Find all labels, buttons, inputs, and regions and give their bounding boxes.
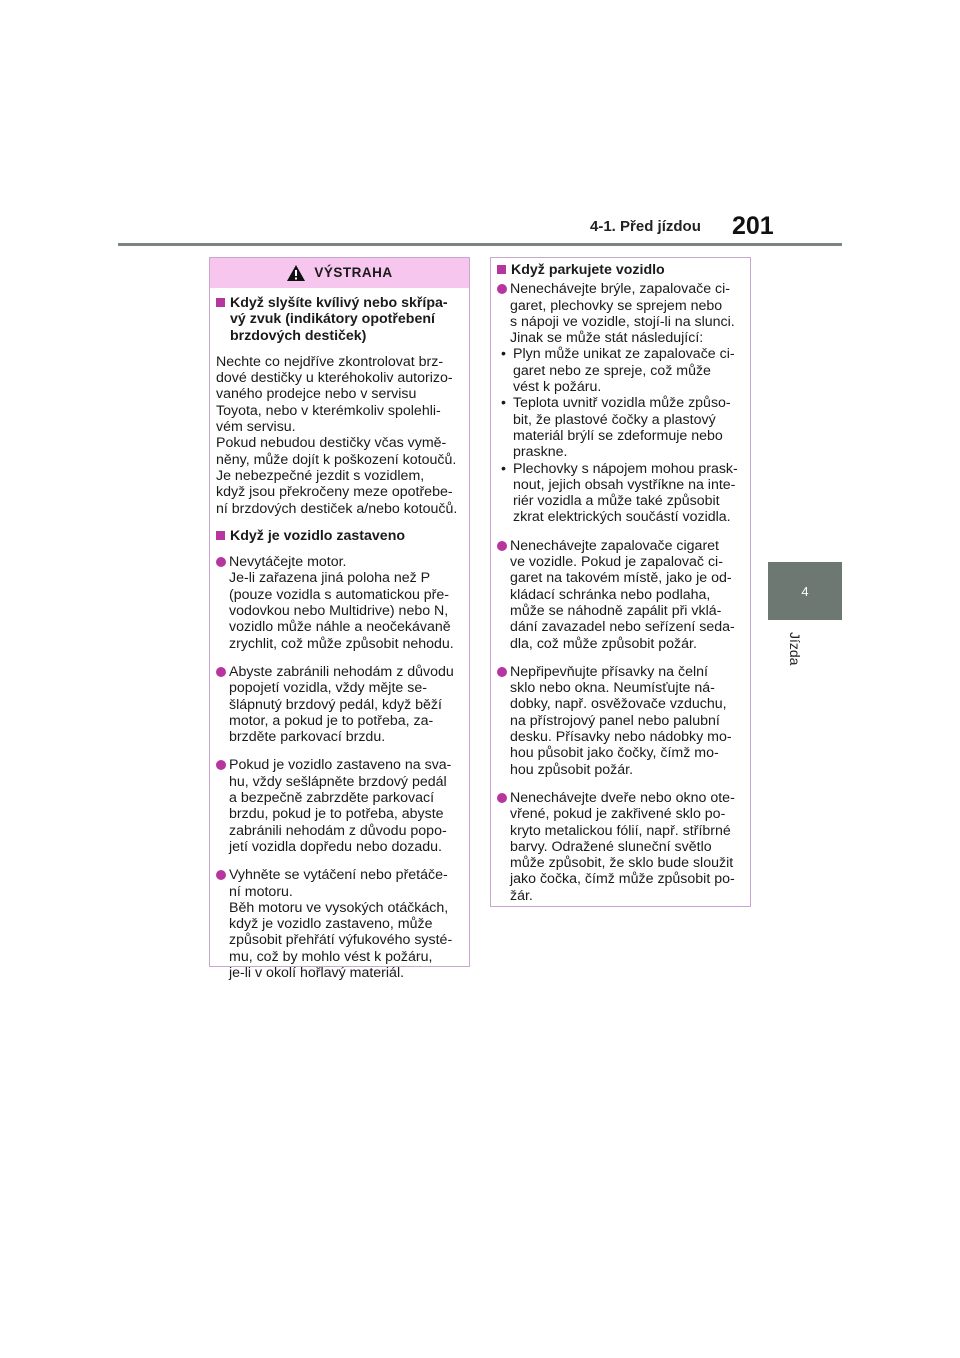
section-heading xyxy=(497,262,740,278)
list-item-text: Nenechávejte brýle, zapalovače ci- garet, plechovky se sprejem nebo s nápoji ve vozidle, stojí-li na slunci. Jinak se může stát následující: xyxy=(510,281,735,347)
sub-list-item-text: Teplota uvnitř vozidla může způso- bit, že plastové čočky a plastový materiál brýlí se zdeformuje nebo praskne. xyxy=(513,395,731,461)
circle-bullet-icon xyxy=(216,760,226,770)
square-bullet-icon xyxy=(216,531,225,540)
circle-bullet-icon xyxy=(497,284,507,294)
sub-list-item xyxy=(501,395,740,460)
bullet-char: • xyxy=(501,460,506,477)
sub-list-item xyxy=(501,346,740,395)
circle-bullet-icon xyxy=(216,557,226,567)
list-item-text: Nevytáčejte motor. Je-li zařazena jiná poloha než P (pouze vozidla s automatickou pře- vodovkou nebo Multidrive) nebo N, vozidlo může náhle a neočekávaně zrychlit, což může způsobit nehodu. xyxy=(229,554,454,652)
header-divider xyxy=(118,243,842,246)
list-item xyxy=(216,554,459,652)
list-item xyxy=(497,538,740,652)
list-item xyxy=(216,757,459,855)
list-item-text: Vyhněte se vytáčení nebo přetáče- ní motoru. Běh motoru ve vysokých otáčkách, když je vozidlo zastaveno, může způsobit přehřátí výfukového systé- mu, což by mohlo vést k požáru, je-li v okolí hořlavý materiál. xyxy=(229,867,453,981)
circle-bullet-icon xyxy=(497,667,507,677)
circle-bullet-icon xyxy=(216,870,226,880)
list-item-text: Nepřipevňujte přísavky na čelní sklo nebo okna. Neumísťujte ná- dobky, např. osvěžovače vzduchu, na přístrojový panel nebo palubní desku. Přísavky nebo nádobky mo- hou působit jako čočky, čímž mo- hou způsobit požár. xyxy=(510,663,732,778)
list-item xyxy=(497,281,740,346)
list-item-text: Abyste zabránili nehodám z důvodu popojetí vozidla, vždy mějte se- šlápnutý brzdový pedál, když běží motor, a pokud je to potřeba, za- brzděte parkovací brzdu. xyxy=(229,663,454,746)
section-title: 4-1. Před jízdou xyxy=(590,218,701,235)
paragraph: Nechte co nejdříve zkontrolovat brz- dové destičky u kteréhokoliv autorizo- vaného prodejce nebo v servisu Toyota, nebo v kterémkoliv spolehli- vém servisu. Pokud nebudou destičky včas vymě- něny, může dojít k poškození kotoučů. Je nebezpečné jezdit s vozidlem, když jsou překročeny meze opotřebe- ní brzdových destiček a/nebo kotoučů. xyxy=(216,353,458,517)
warning-box xyxy=(209,257,470,981)
circle-bullet-icon xyxy=(216,667,226,677)
section-heading xyxy=(216,295,459,344)
list-item xyxy=(216,867,459,981)
warning-header xyxy=(210,258,469,288)
list-item-text: Nenechávejte dveře nebo okno ote- vřené, pokud je zakřivené sklo po- kryto metalickou fólií, např. stříbrné barvy. Odražené sluneční světlo může způsobit, že sklo bude sloužit jako čočka, čímž může způsobit po- žár. xyxy=(510,789,735,904)
chapter-label: Jízda xyxy=(787,632,803,666)
list-item xyxy=(497,664,740,778)
circle-bullet-icon xyxy=(497,793,507,803)
chapter-number: 4 xyxy=(801,583,809,599)
circle-bullet-icon xyxy=(497,541,507,551)
heading-text: Když je vozidlo zastaveno xyxy=(230,527,406,544)
bullet-char: • xyxy=(501,346,506,363)
list-item-text: Nenechávejte zapalovače cigaret ve vozidle. Pokud je zapalovač ci- garet na takovém místě, jako je od- kládací schránka nebo podlaha, může se náhodně zapálit při vklá- dání zavazadel nebo seřízení seda- dla, což může způsobit požár. xyxy=(510,537,735,652)
heading-text: Když parkujete vozidlo xyxy=(511,262,665,278)
sub-list xyxy=(497,346,740,525)
warning-title: VÝSTRAHA xyxy=(314,264,393,280)
chapter-tab[interactable] xyxy=(768,562,842,620)
page-number: 201 xyxy=(732,212,774,240)
sub-list-item-text: Plyn může unikat ze zapalovače ci- garet nebo ze spreje, což může vést k požáru. xyxy=(513,346,735,396)
square-bullet-icon xyxy=(497,265,506,274)
heading-text: Když slyšíte kvílivý nebo skřípa- vý zvuk (indikátory opotřebení brzdových destiček) xyxy=(230,295,448,344)
sub-list-item xyxy=(501,461,740,526)
square-bullet-icon xyxy=(216,298,225,307)
list-item xyxy=(497,790,740,904)
bullet-char: • xyxy=(501,395,506,412)
section-heading xyxy=(216,528,459,544)
sub-list-item-text: Plechovky s nápojem mohou prask- nout, jejich obsah vystříkne na inte- riér vozidla a může také způsobit zkrat elektrických součástí vozidla. xyxy=(513,460,738,526)
warning-box-continued xyxy=(490,257,751,907)
warning-triangle-icon xyxy=(286,264,306,282)
list-item xyxy=(216,664,459,745)
list-item-text: Pokud je vozidlo zastaveno na sva- hu, vždy sešlápněte brzdový pedál a bezpečně zabrzděte parkovací brzdu, pokud je to potřeba, abyste zabránili nehodám z důvodu popo- jetí vozidla dopředu nebo dozadu. xyxy=(229,757,452,855)
